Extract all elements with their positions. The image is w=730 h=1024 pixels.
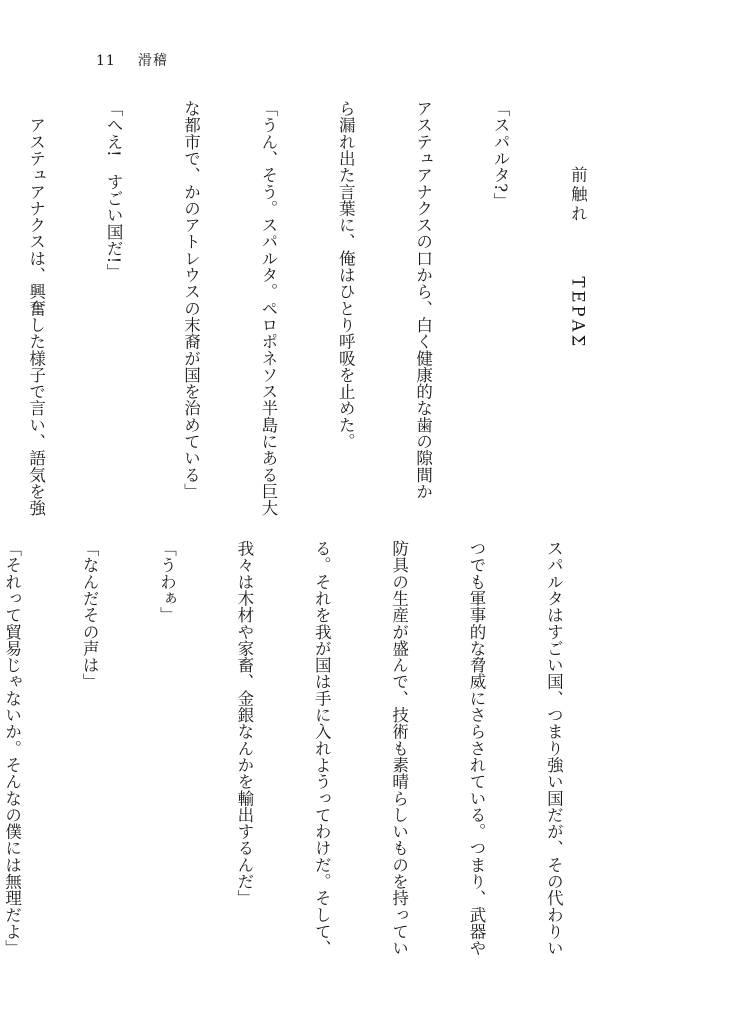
- text-line: 「なんだその声は」: [80, 540, 100, 690]
- upper-text-block: [26, 100, 642, 517]
- text-line: 「うん、そう。スパルタ。ペロポネソス半島にある巨大: [258, 100, 278, 517]
- text-line: アステュアナクスは、興奮した様子で言い、語気を強: [26, 100, 46, 517]
- text-line: 「それって貿易じゃないか。そんなの僕には無理だよ」: [2, 540, 22, 957]
- lower-text-block: [2, 540, 618, 957]
- text-line: スパルタはすごい国、つまり強い国だが、その代わりい: [544, 540, 564, 957]
- chapter-greek-title: ΤΕΡΑΣ: [568, 276, 588, 350]
- page-header: [96, 50, 168, 70]
- text-line: る。それを我が国は手に入れようってわけだ。そして、: [312, 540, 332, 957]
- chapter-heading: [565, 100, 591, 510]
- text-line: ら漏れ出た言葉に、俺はひとり呼吸を止めた。: [336, 100, 356, 450]
- text-line: 「うわぁ」: [157, 540, 177, 624]
- text-line: 我々は木材や家畜、金銀なんかを輸出するんだ」: [234, 540, 254, 907]
- text-line: な都市で、かのアトレウスの末裔が国を治めている」: [181, 100, 201, 500]
- text-line: つでも軍事的な脅威にさらされている。つまり、武器や: [467, 540, 487, 957]
- chapter-title: 前触れ: [568, 166, 588, 225]
- running-title: 滑稽: [137, 53, 168, 69]
- text-line: 防具の生産が盛んで、技術も素晴らしいものを持ってい: [389, 540, 409, 957]
- text-line: 「へえ! すごい国だ!」: [104, 100, 124, 281]
- text-line: アステュアナクスの口から、白く健康的な歯の隙間か: [413, 100, 433, 500]
- text-line: 「スパルタ?」: [491, 100, 511, 209]
- page-number: 11: [96, 53, 116, 69]
